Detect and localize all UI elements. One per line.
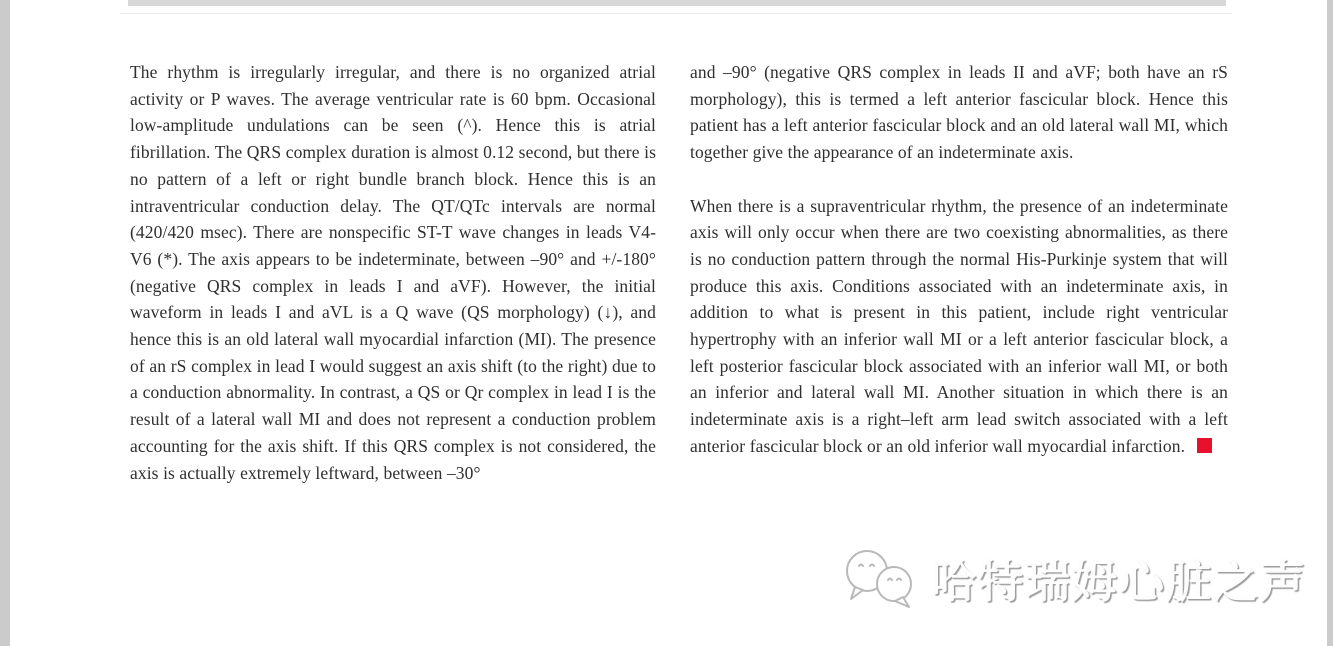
top-hairline: [120, 13, 1232, 14]
page-edge-left-strip: [0, 0, 10, 646]
paragraph: and –90° (negative QRS complex in leads II and aVF; both have an rS morphology), this is termed a left anterior fascicular block. Hence this patient has a left anterior fascicular block and an old lateral wall MI, which together give the appearance of an indeterminate axis.: [690, 62, 1228, 163]
wechat-chat-bubbles-icon: [837, 547, 925, 609]
article-end-marker: [1197, 438, 1212, 453]
top-rule-bar: [128, 0, 1226, 6]
watermark: [837, 545, 1307, 610]
text-column-right: [690, 59, 1228, 460]
watermark-text: 哈特瑞姆心脏之声: [930, 556, 1307, 607]
paragraph-text: When there is a supraventricular rhythm, the presence of an indeterminate axis will only occur when there are two coexisting abnormalities, as there is no conduction pattern through the normal His-Purkinje system that will produce this axis. Conditions associated with an indeterminate axis, in addition to what is present in this patient, include right ventricular hypertrophy with an inferior wall MI or a left anterior fascicular block, a left posterior fascicular block associated with an inferior wall MI, or both an inferior and lateral wall MI. Another situation in which there is an indeterminate axis is a right–left arm lead switch associated with a left anterior fascicular block or an old inferior wall myocardial infarction.: [690, 195, 1228, 456]
paragraph: The rhythm is irregularly irregular, and there is no organized atrial activity or P waves. The average ventricular rate is 60 bpm. Occasional low-amplitude undulations can be seen (^). Hence this is atrial fibrillation. The QRS complex duration is almost 0.12 second, but there is no pattern of a left or right bundle branch block. Hence this is an intraventricular conduction delay. The QT/QTc intervals are normal (420/420 msec). There are nonspecific ST-T wave changes in leads V4-V6 (*). The axis appears to be indeterminate, between –90° and +/-180° (negative QRS complex in leads I and aVF). However, the initial waveform in leads I and aVL is a Q wave (QS morphology) (↓), and hence this is an old lateral wall myocardial infarction (MI). The presence of an rS complex in lead I would suggest an axis shift (to the right) due to a conduction abnormality. In contrast, a QS or Qr complex in lead I is the result of a lateral wall MI and does not represent a conduction problem accounting for the axis shift. If this QRS complex is not considered, the axis is actually extremely leftward, between –30°: [130, 62, 656, 483]
page-edge-right-strip: [1327, 0, 1333, 646]
paragraph: [690, 193, 1228, 460]
text-column-left: [130, 59, 656, 486]
